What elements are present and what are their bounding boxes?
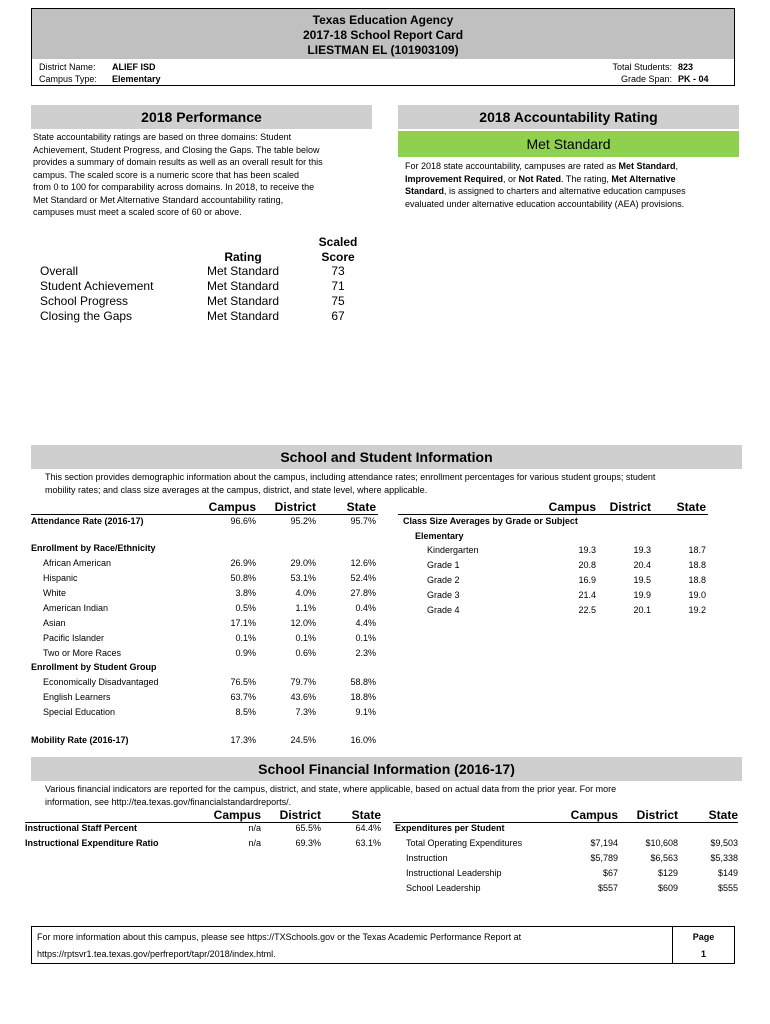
perf-row-rating: Met Standard: [206, 264, 280, 278]
footer-line-1: For more information about this campus, please see https://TXSchools.gov or the Texas Academic Performance Report at: [37, 932, 522, 942]
acc-text: . The rating,: [561, 173, 612, 184]
acc-bold: Standard: [405, 186, 445, 196]
attendance-state: 95.7%: [350, 516, 376, 526]
report-title: 2017-18 School Report Card: [302, 28, 464, 42]
perf-row-rating: Met Standard: [206, 279, 280, 293]
race-state: 27.8%: [350, 588, 376, 598]
class-label: Grade 1: [427, 560, 460, 570]
class-state: 18.7: [688, 545, 706, 555]
group-label: English Learners: [43, 692, 111, 702]
race-state: 52.4%: [350, 573, 376, 583]
school-info-intro-2: mobility rates; and class size averages at the campus, district, and state level, where applicable.: [45, 485, 428, 495]
class-label: Grade 4: [427, 605, 460, 615]
acc-text: evaluated under alternative education accountability (AEA) provisions.: [405, 198, 685, 209]
perf-row-label: Student Achievement: [40, 279, 154, 293]
financial-title: School Financial Information (2016-17): [31, 757, 742, 781]
fin-right-state: $555: [717, 883, 738, 893]
fin-right-campus: $5,789: [590, 853, 618, 863]
school-info-title: School and Student Information: [31, 445, 742, 469]
group-state: 9.1%: [355, 707, 376, 717]
fin-col-state: State: [351, 808, 381, 822]
race-label: Asian: [43, 618, 66, 628]
acc-text: ,: [675, 161, 678, 171]
race-campus: 0.5%: [235, 603, 256, 613]
acc-text: , is assigned to charters and alternative education campuses: [444, 186, 686, 196]
group-campus: 76.5%: [230, 677, 256, 687]
class-size-sub: Elementary: [415, 531, 464, 541]
col-campus: Campus: [208, 500, 256, 514]
class-state: 19.2: [688, 605, 706, 615]
performance-para-line: Met Standard or Met Alternative Standard accountability rating,: [33, 194, 284, 205]
race-label: African American: [43, 558, 112, 568]
class-state: 18.8: [688, 560, 706, 570]
class-district: 19.5: [633, 575, 651, 585]
race-label: White: [43, 588, 67, 598]
grade-span-label: Grade Span:: [620, 74, 672, 84]
race-district: 0.6%: [295, 648, 316, 658]
divider: [31, 514, 378, 515]
attendance-campus: 96.6%: [230, 516, 256, 526]
performance-para-line: State accountability ratings are based on three domains: Student: [33, 132, 292, 142]
race-campus: 17.1%: [230, 618, 256, 628]
total-students-label: Total Students:: [612, 62, 672, 72]
fin-left-label: Instructional Staff Percent: [25, 823, 138, 833]
fin-right-label: Total Operating Expenditures: [406, 838, 523, 848]
performance-para-line: campus. The scaled score is a numeric score that has been scaled: [33, 169, 299, 180]
group-label: Economically Disadvantaged: [43, 677, 159, 687]
col-scaled-1: Scaled: [318, 235, 358, 249]
race-label: Pacific Islander: [43, 633, 105, 643]
campus-name: LIESTMAN EL (101903109): [307, 43, 459, 57]
race-campus: 50.8%: [230, 573, 256, 583]
perf-row-rating: Met Standard: [206, 294, 280, 308]
financial-intro-1: Various financial indicators are reported for the campus, district, and state, where applicable, based on actual data from the prior year. For more: [45, 784, 617, 794]
campus-type-value: Elementary: [112, 74, 161, 84]
class-district: 19.9: [633, 590, 651, 600]
district-name-value: ALIEF ISD: [112, 62, 156, 72]
class-campus: 16.9: [578, 575, 596, 585]
class-label: Kindergarten: [427, 545, 479, 555]
mobility-campus: 17.3%: [230, 735, 256, 745]
fin-left-label: Instructional Expenditure Ratio: [25, 838, 159, 848]
class-campus: 20.8: [578, 560, 596, 570]
fin-right-campus: $7,194: [590, 838, 618, 848]
perf-row-score: 75: [331, 294, 345, 308]
col-district: District: [274, 500, 316, 514]
mobility-label: Mobility Rate (2016-17): [31, 735, 129, 745]
total-students-value: 823: [678, 62, 694, 72]
report-header: [31, 8, 735, 86]
group-district: 7.3%: [295, 707, 316, 717]
perf-row-score: 67: [331, 309, 345, 323]
race-district: 4.0%: [295, 588, 316, 598]
agency-name: Texas Education Agency: [312, 13, 454, 27]
group-district: 43.6%: [290, 692, 316, 702]
race-state: 4.4%: [355, 618, 376, 628]
class-col-campus: Campus: [548, 500, 596, 514]
col-scaled-2: Score: [321, 250, 355, 264]
race-district: 1.1%: [295, 603, 316, 613]
class-col-district: District: [609, 500, 651, 514]
fin-left-state: 63.1%: [355, 838, 381, 848]
race-label: Two or More Races: [43, 648, 122, 658]
divider: [398, 514, 708, 515]
class-col-state: State: [676, 500, 706, 514]
acc-bold: Met Alternative: [611, 173, 676, 184]
performance-paragraph: [33, 131, 378, 219]
race-district: 53.1%: [290, 573, 316, 583]
group-state: 58.8%: [350, 677, 376, 687]
group-campus: 63.7%: [230, 692, 256, 702]
fin-left-state: 64.4%: [355, 823, 381, 833]
fin-right-campus: $557: [597, 883, 618, 893]
race-heading: Enrollment by Race/Ethnicity: [31, 543, 156, 553]
acc-text: , or: [503, 173, 519, 184]
performance-para-line: Achievement, Student Progress, and Closing the Gaps. The table below: [33, 144, 320, 155]
page-number: 1: [700, 949, 706, 959]
school-info-intro-1: This section provides demographic information about the campus, including attendance rates; enrollment percentages for various student groups; student: [45, 472, 656, 482]
fin-right-label: Instruction: [406, 853, 448, 863]
col-rating: Rating: [224, 250, 262, 264]
accountability-title: 2018 Accountability Rating: [398, 105, 739, 129]
fin-right-state: $5,338: [710, 853, 738, 863]
mobility-district: 24.5%: [290, 735, 316, 745]
race-campus: 0.1%: [235, 633, 256, 643]
race-state: 2.3%: [355, 648, 376, 658]
fin-right-state: $9,503: [710, 838, 738, 848]
accountability-rating: Met Standard: [398, 131, 739, 157]
attendance-label: Attendance Rate (2016-17): [31, 516, 144, 526]
acc-bold: Met Standard: [618, 161, 676, 171]
attendance-district: 95.2%: [290, 516, 316, 526]
fin-right-campus: $67: [602, 868, 618, 878]
fin-right-district: $609: [657, 883, 678, 893]
race-district: 29.0%: [290, 558, 316, 568]
fin-right-label: School Leadership: [406, 883, 481, 893]
class-label: Grade 3: [427, 590, 460, 600]
group-state: 18.8%: [350, 692, 376, 702]
perf-row-label: School Progress: [40, 294, 129, 308]
perf-row-rating: Met Standard: [206, 309, 280, 323]
race-label: Hispanic: [43, 573, 78, 583]
page-label: Page: [692, 932, 715, 942]
fin-right-col-campus: Campus: [570, 808, 618, 822]
class-district: 20.1: [633, 605, 651, 615]
fin-right-district: $129: [657, 868, 678, 878]
accountability-paragraph: [405, 160, 740, 210]
perf-row-label: Overall: [40, 264, 79, 278]
acc-bold: Improvement Required: [405, 173, 504, 184]
race-district: 0.1%: [295, 633, 316, 643]
performance-title: 2018 Performance: [31, 105, 372, 129]
class-label: Grade 2: [427, 575, 460, 585]
race-campus: 3.8%: [235, 588, 256, 598]
col-state: State: [346, 500, 376, 514]
fin-col-district: District: [279, 808, 321, 822]
acc-text: For 2018 state accountability, campuses are rated as: [405, 161, 619, 171]
fin-right-col-district: District: [636, 808, 678, 822]
race-campus: 26.9%: [230, 558, 256, 568]
perf-row-label: Closing the Gaps: [40, 309, 133, 323]
race-state: 0.4%: [355, 603, 376, 613]
footer-box: [31, 926, 735, 964]
footer-line-2: https://rptsvr1.tea.texas.gov/perfreport/tapr/2018/index.html.: [37, 949, 276, 959]
mobility-state: 16.0%: [350, 735, 376, 745]
class-state: 19.0: [688, 590, 706, 600]
class-campus: 22.5: [578, 605, 596, 615]
class-campus: 21.4: [578, 590, 596, 600]
class-size-heading: Class Size Averages by Grade or Subject: [403, 516, 578, 526]
performance-para-line: provides a summary of domain results as well as an overall result for this: [33, 157, 323, 167]
fin-right-label: Instructional Leadership: [406, 868, 502, 878]
campus-type-label: Campus Type:: [39, 74, 97, 84]
race-label: American Indian: [43, 603, 109, 613]
fin-left-district: 65.5%: [295, 823, 321, 833]
grade-span-value: PK - 04: [678, 74, 709, 84]
fin-right-district: $6,563: [650, 853, 678, 863]
class-state: 18.8: [688, 575, 706, 585]
race-district: 12.0%: [290, 618, 316, 628]
fin-right-col-state: State: [708, 808, 738, 822]
fin-left-district: 69.3%: [295, 838, 321, 848]
perf-row-score: 71: [331, 279, 345, 293]
group-district: 79.7%: [290, 677, 316, 687]
fin-left-campus: n/a: [248, 823, 261, 833]
class-district: 19.3: [633, 545, 651, 555]
district-name-label: District Name:: [39, 62, 96, 72]
race-campus: 0.9%: [235, 648, 256, 658]
expenditures-heading: Expenditures per Student: [395, 823, 505, 833]
class-district: 20.4: [633, 560, 651, 570]
group-label: Special Education: [43, 707, 116, 717]
performance-para-line: campuses must meet a scaled score of 60 or above.: [33, 207, 242, 217]
acc-bold: Not Rated: [518, 173, 562, 184]
fin-left-campus: n/a: [248, 838, 261, 848]
financial-intro-2: information, see http://tea.texas.gov/financialstandardreports/.: [45, 797, 292, 807]
class-campus: 19.3: [578, 545, 596, 555]
group-heading: Enrollment by Student Group: [31, 662, 157, 672]
fin-right-state: $149: [717, 868, 738, 878]
fin-col-campus: Campus: [213, 808, 261, 822]
group-campus: 8.5%: [235, 707, 256, 717]
race-state: 0.1%: [355, 633, 376, 643]
perf-row-score: 73: [331, 264, 345, 278]
fin-right-district: $10,608: [645, 838, 678, 848]
performance-para-line: from 0 to 100 for comparability across domains. In 2018, to receive the: [33, 182, 315, 192]
race-state: 12.6%: [350, 558, 376, 568]
